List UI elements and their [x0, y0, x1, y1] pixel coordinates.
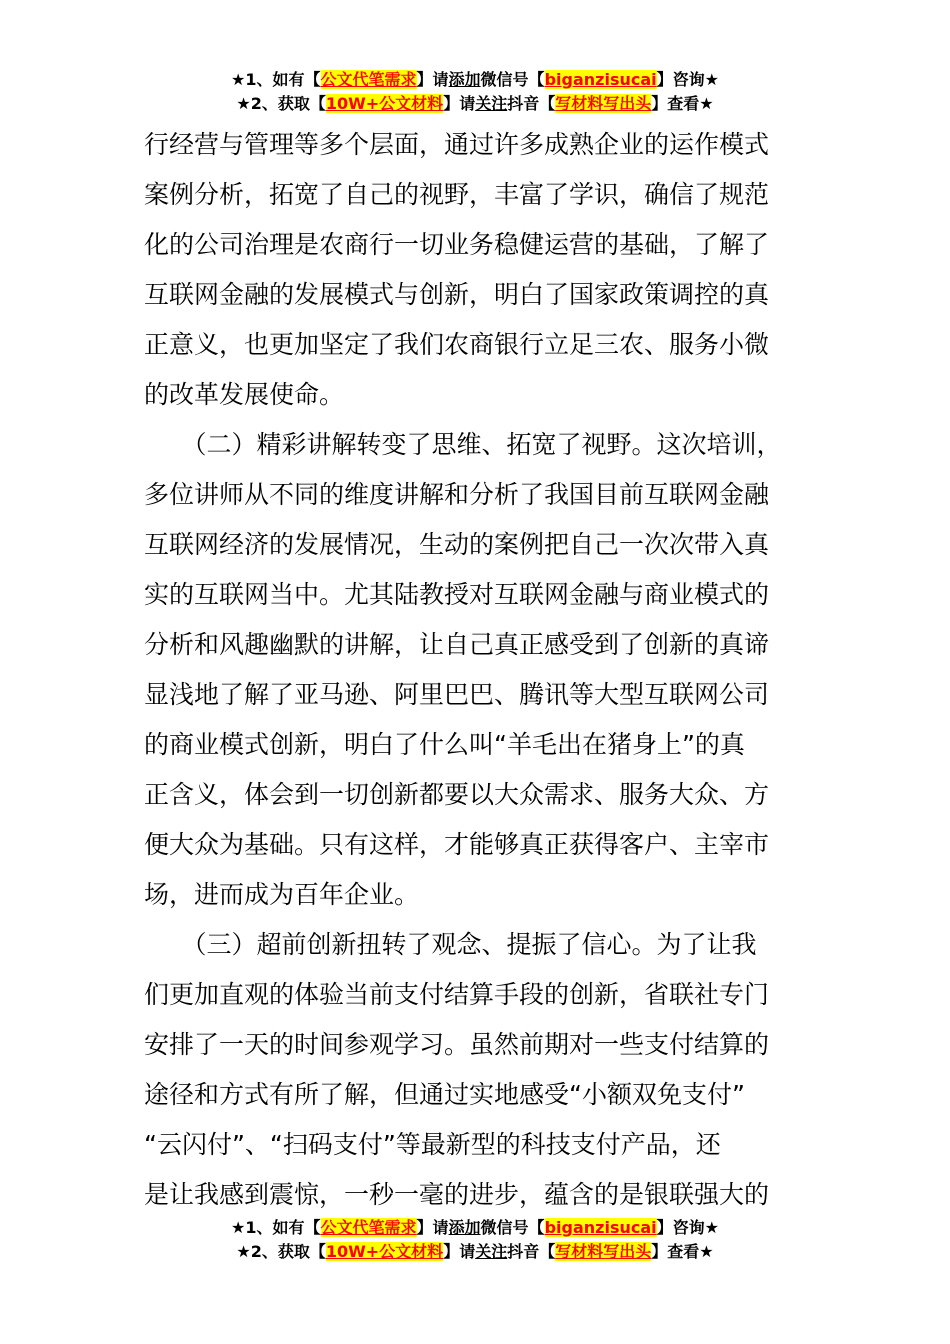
- banner-underlined: 关注: [475, 94, 508, 113]
- banner-underlined: 关注: [475, 1242, 508, 1261]
- highlight-service: 公文代笔需求: [320, 1218, 417, 1237]
- banner-text: 抖音【: [507, 1242, 556, 1261]
- banner-line-1: [0, 1216, 950, 1240]
- banner-text: ★1、如有【: [231, 1218, 321, 1237]
- body-line: 场，进而成为百年企业。: [144, 880, 420, 909]
- body-line: “云闪付”、“扫码支付”等最新型的科技支付产品，还: [144, 1130, 721, 1159]
- body-line: 互联网金融的发展模式与创新，明白了国家政策调控的真: [144, 280, 770, 309]
- highlight-service: 公文代笔需求: [320, 70, 417, 89]
- body-line: 途径和方式有所了解，但通过实地感受“小额双免支付”: [144, 1080, 745, 1109]
- banner-text: 微信号【: [480, 1218, 545, 1237]
- banner-text: 微信号【: [480, 70, 545, 89]
- banner-line-2: [0, 1240, 950, 1264]
- body-line: 化的公司治理是农商行一切业务稳健运营的基础，了解了: [144, 230, 770, 259]
- banner-underlined: 添加: [448, 70, 481, 89]
- body-line: 的商业模式创新，明白了什么叫“羊毛出在猪身上”的真: [144, 730, 745, 759]
- banner-text: 】请: [443, 94, 476, 113]
- banner-text: 】请: [416, 70, 449, 89]
- header-banner: [0, 68, 950, 116]
- banner-text: 】查看★: [651, 94, 714, 113]
- body-line: 多位讲师从不同的维度讲解和分析了我国目前互联网金融: [144, 480, 770, 509]
- highlight-wechat-id: biganzisucai: [544, 1218, 657, 1237]
- highlight-douyin-account: 写材料写出头: [555, 1242, 652, 1261]
- highlight-douyin-account: 写材料写出头: [555, 94, 652, 113]
- banner-text: ★2、获取【: [236, 1242, 326, 1261]
- footer-banner: [0, 1216, 950, 1264]
- body-line: 显浅地了解了亚马逊、阿里巴巴、腾讯等大型互联网公司: [144, 680, 770, 709]
- banner-text: 】咨询★: [656, 1218, 719, 1237]
- banner-text: ★1、如有【: [231, 70, 321, 89]
- body-line: 正含义，体会到一切创新都要以大众需求、服务大众、方: [144, 780, 770, 809]
- body-line: 是让我感到震惊，一秒一毫的进步，蕴含的是银联强大的: [144, 1180, 770, 1209]
- banner-text: 】请: [416, 1218, 449, 1237]
- banner-line-1: [0, 68, 950, 92]
- highlight-materials: 10W+公文材料: [325, 94, 444, 113]
- body-line: 便大众为基础。只有这样，才能够真正获得客户、主宰市: [144, 830, 770, 859]
- banner-underlined: 添加: [448, 1218, 481, 1237]
- body-line: 正意义，也更加坚定了我们农商银行立足三农、服务小微: [144, 330, 770, 359]
- banner-line-2: [0, 92, 950, 116]
- body-line: 的改革发展使命。: [144, 380, 345, 409]
- section-heading-line: （二）精彩讲解转变了思维、拓宽了视野。这次培训，: [144, 430, 782, 459]
- highlight-wechat-id: biganzisucai: [544, 70, 657, 89]
- body-line: 实的互联网当中。尤其陆教授对互联网金融与商业模式的: [144, 580, 770, 609]
- body-line: 们更加直观的体验当前支付结算手段的创新，省联社专门: [144, 980, 770, 1009]
- banner-text: 】咨询★: [656, 70, 719, 89]
- document-body: [144, 120, 824, 1220]
- banner-text: 】查看★: [651, 1242, 714, 1261]
- banner-text: 抖音【: [507, 94, 556, 113]
- section-heading-line: （三）超前创新扭转了观念、提振了信心。为了让我: [144, 930, 757, 959]
- banner-text: 】请: [443, 1242, 476, 1261]
- body-line: 案例分析，拓宽了自己的视野，丰富了学识，确信了规范: [144, 180, 770, 209]
- body-line: 互联网经济的发展情况，生动的案例把自己一次次带入真: [144, 530, 770, 559]
- highlight-materials: 10W+公文材料: [325, 1242, 444, 1261]
- body-line: 分析和风趣幽默的讲解，让自己真正感受到了创新的真谛: [144, 630, 770, 659]
- body-line: 行经营与管理等多个层面，通过许多成熟企业的运作模式: [144, 130, 770, 159]
- body-line: 安排了一天的时间参观学习。虽然前期对一些支付结算的: [144, 1030, 770, 1059]
- banner-text: ★2、获取【: [236, 94, 326, 113]
